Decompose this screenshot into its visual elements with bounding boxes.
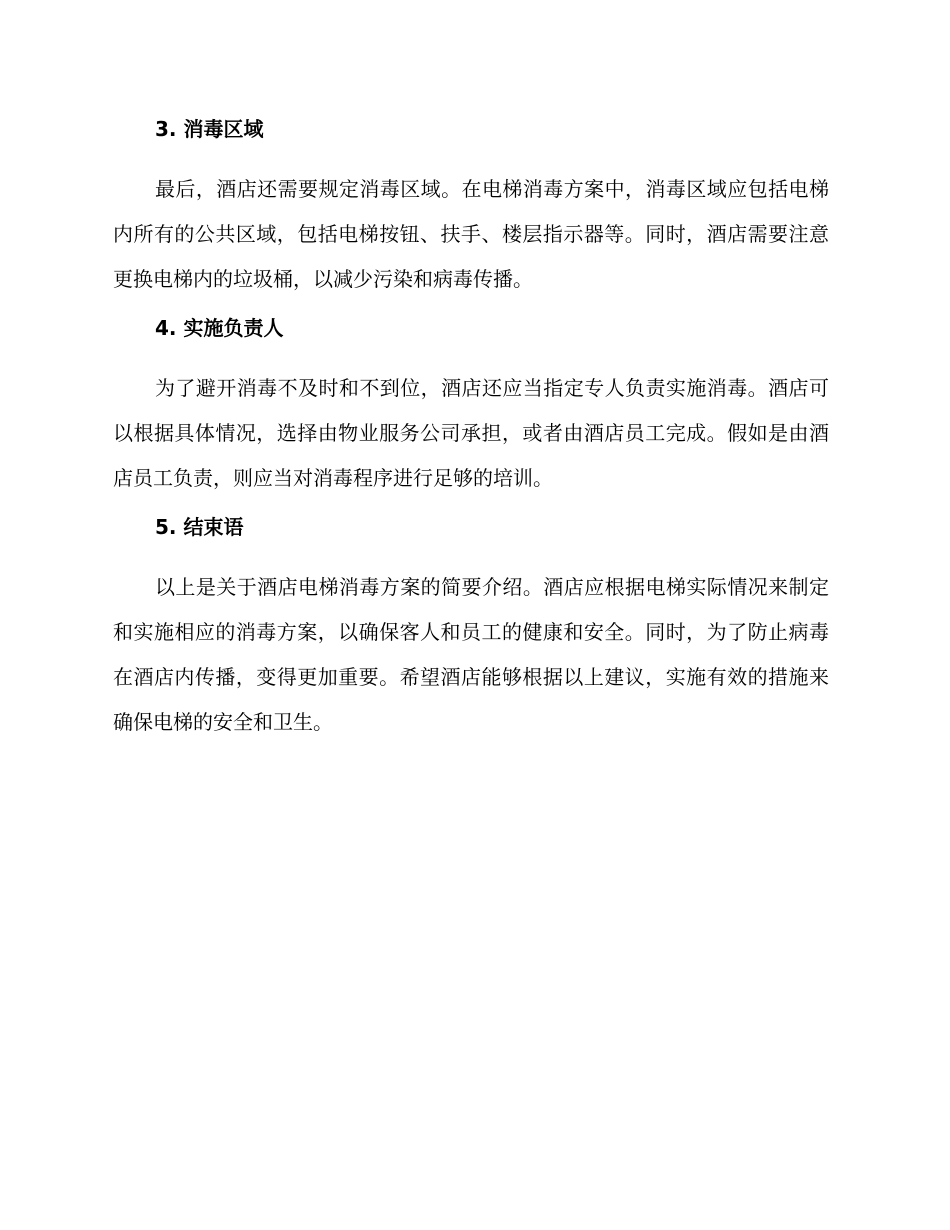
section-heading-responsible-person: 4. 实施负责人 — [155, 316, 284, 340]
section-body-responsible-person: 为了避开消毒不及时和不到位，酒店还应当指定专人负责实施消毒。酒店可以根据具体情况，选择由物业服务公司承担，或者由酒店员工完成。假如是由酒店员工负责，则应当对消毒程序进行足够的培训。 — [113, 376, 829, 490]
document-content — [113, 113, 829, 745]
section-body-conclusion: 以上是关于酒店电梯消毒方案的简要介绍。酒店应根据电梯实际情况来制定和实施相应的消毒方案，以确保客人和员工的健康和安全。同时，为了防止病毒在酒店内传播，变得更加重要。希望酒店能够根据以上建议，实施有效的措施来确保电梯的安全和卫生。 — [113, 575, 829, 734]
section-heading-disinfection-area: 3. 消毒区域 — [155, 117, 264, 141]
section-heading-conclusion: 5. 结束语 — [155, 515, 244, 539]
section-body-disinfection-area: 最后，酒店还需要规定消毒区域。在电梯消毒方案中，消毒区域应包括电梯内所有的公共区域，包括电梯按钮、扶手、楼层指示器等。同时，酒店需要注意更换电梯内的垃圾桶，以减少污染和病毒传播。 — [113, 177, 829, 291]
